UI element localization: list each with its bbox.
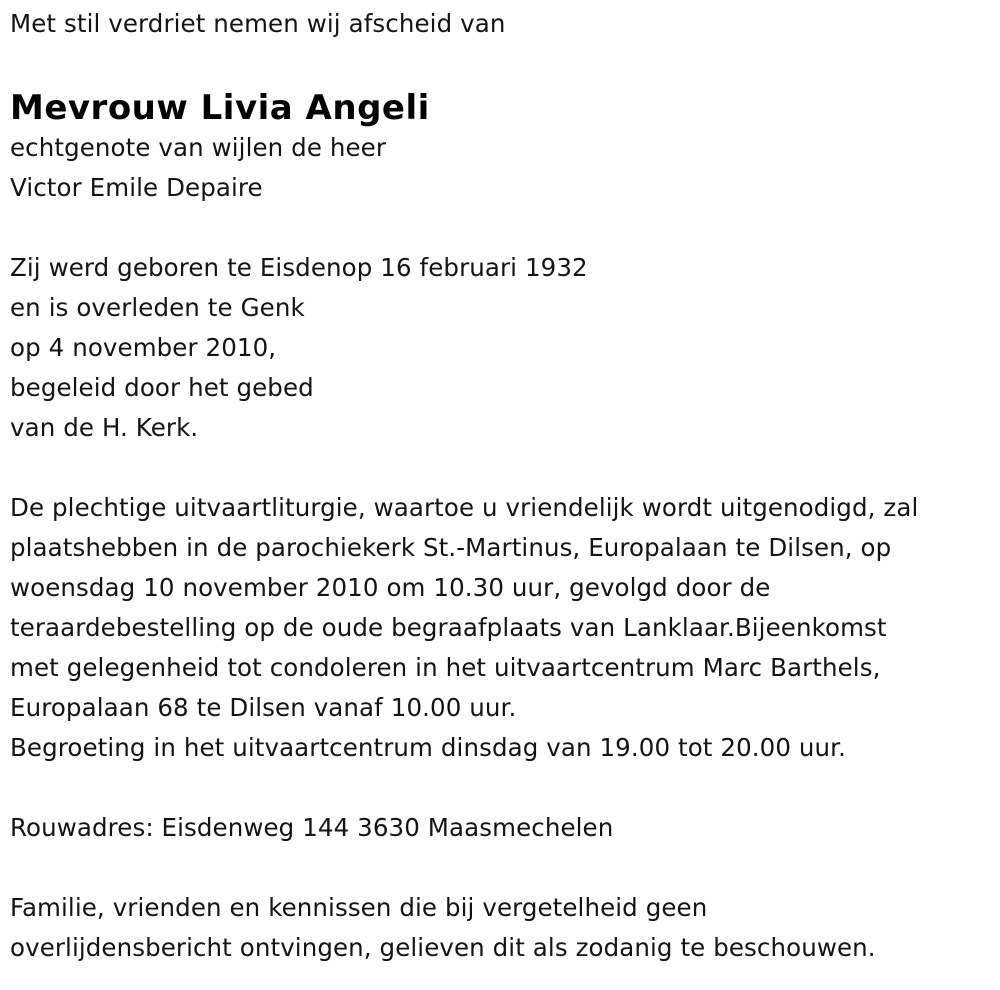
spacer: [10, 208, 995, 248]
ceremony-line: plaatshebben in de parochiekerk St.-Martinus, Europalaan te Dilsen, op: [10, 533, 892, 562]
deceased-name: Mevrouw Livia Angeli: [10, 88, 430, 128]
spouse-line: echtgenote van wijlen de heer: [10, 133, 387, 162]
ceremony-line: De plechtige uitvaartliturgie, waartoe u vriendelijk wordt uitgenodigd, zal: [10, 493, 919, 522]
ceremony-line: woensdag 10 november 2010 om 10.30 uur, gevolgd door de: [10, 573, 771, 602]
closing-line: Familie, vrienden en kennissen die bij vergetelheid geen: [10, 893, 708, 922]
life-line: op 4 november 2010,: [10, 333, 277, 362]
obituary-notice: [10, 4, 995, 968]
life-line: Zij werd geboren te Eisdenop 16 februari 1932: [10, 253, 588, 282]
spacer: [10, 44, 995, 88]
life-line: van de H. Kerk.: [10, 413, 199, 442]
spouse-line: Victor Emile Depaire: [10, 173, 263, 202]
mourning-address: Rouwadres: Eisdenweg 144 3630 Maasmechelen: [10, 813, 614, 842]
closing-line: overlijdensbericht ontvingen, gelieven dit als zodanig te beschouwen.: [10, 933, 876, 962]
intro-text: Met stil verdriet nemen wij afscheid van: [10, 9, 506, 38]
life-line: en is overleden te Genk: [10, 293, 305, 322]
spacer: [10, 848, 995, 888]
ceremony-line: teraardebestelling op de oude begraafplaats van Lanklaar.Bijeenkomst: [10, 613, 887, 642]
life-line: begeleid door het gebed: [10, 373, 314, 402]
ceremony-line: met gelegenheid tot condoleren in het uitvaartcentrum Marc Barthels,: [10, 653, 881, 682]
spacer: [10, 448, 995, 488]
ceremony-line: Begroeting in het uitvaartcentrum dinsdag van 19.00 tot 20.00 uur.: [10, 733, 846, 762]
spacer: [10, 768, 995, 808]
ceremony-line: Europalaan 68 te Dilsen vanaf 10.00 uur.: [10, 693, 517, 722]
